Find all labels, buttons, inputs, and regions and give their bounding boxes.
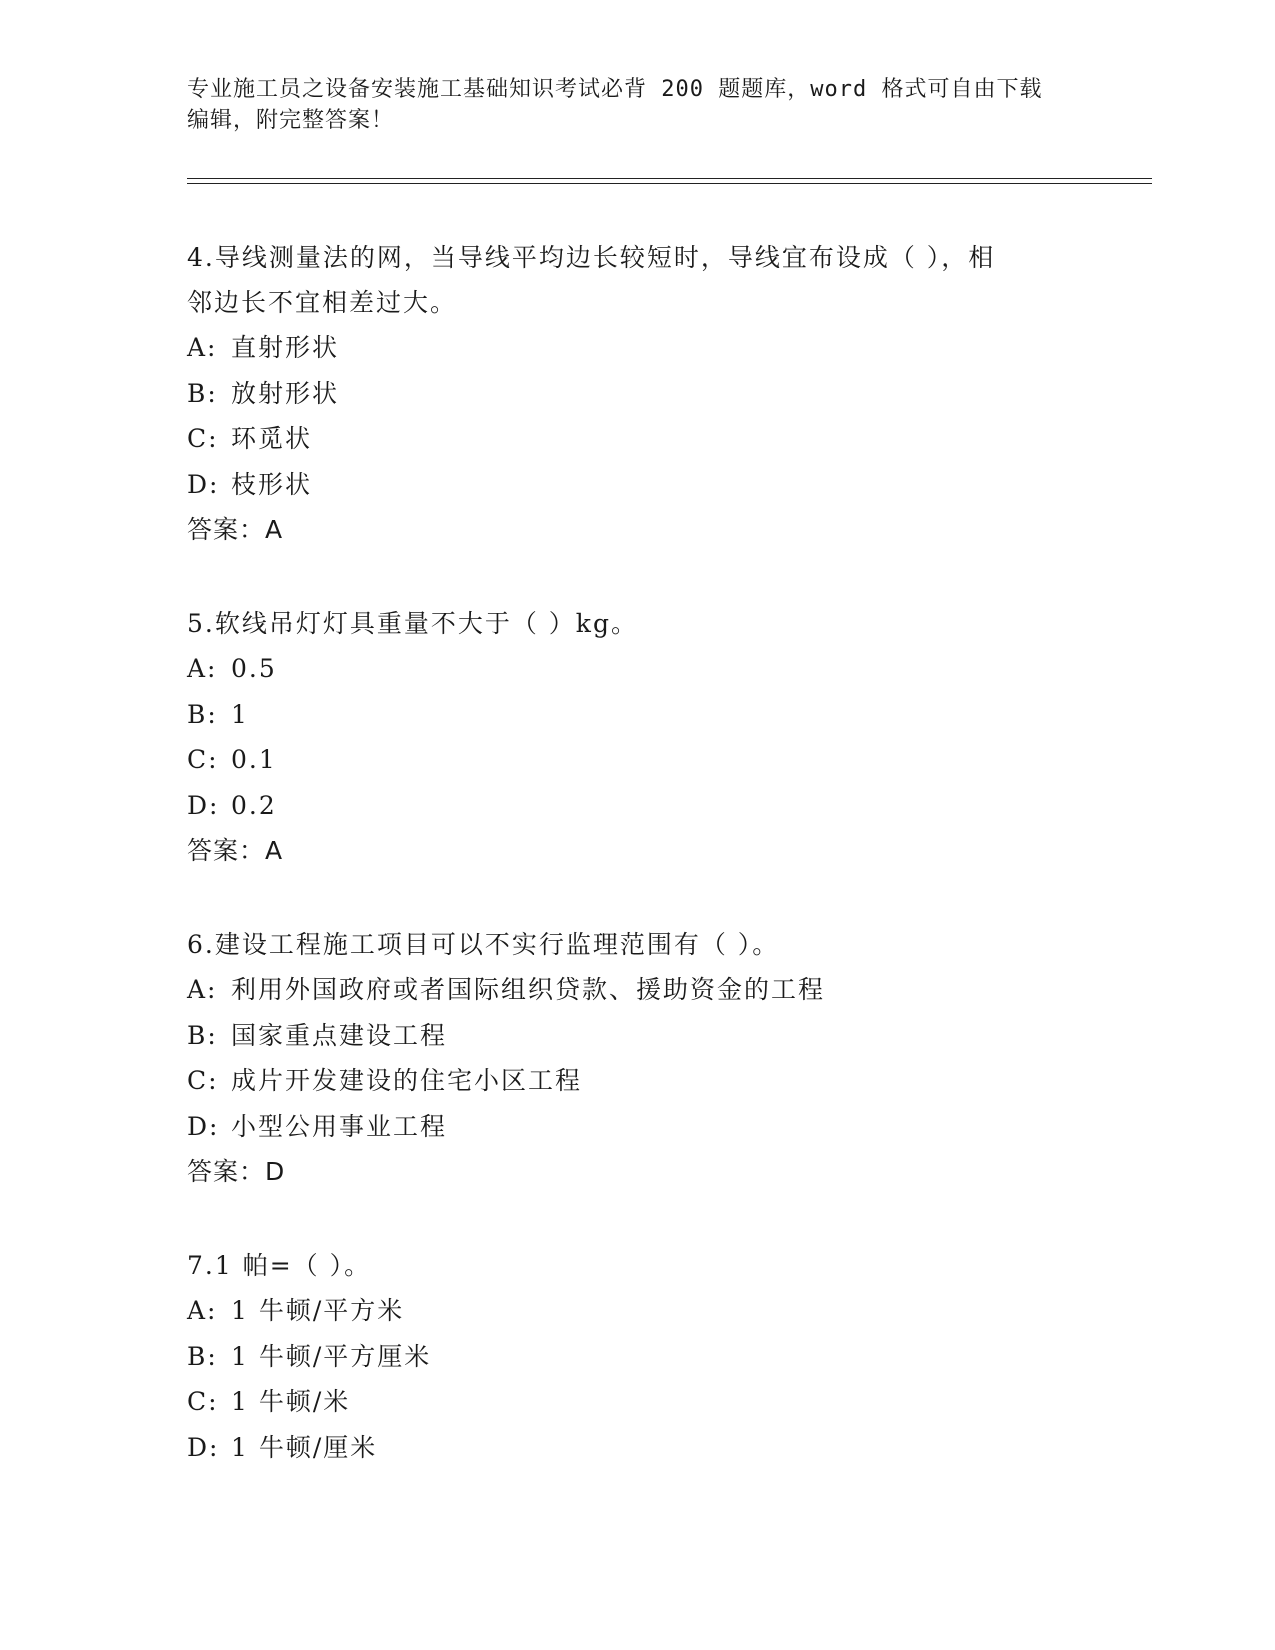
option-c: [187, 1379, 1087, 1425]
option-text: 成片开发建设的住宅小区工程: [231, 1066, 583, 1095]
option-label: D:: [187, 790, 220, 820]
option-label: B:: [187, 1341, 218, 1371]
option-d: [187, 1104, 1087, 1150]
question-list: [187, 235, 1087, 1518]
option-b: [187, 692, 1087, 738]
option-label: B:: [187, 378, 218, 408]
option-label: A:: [187, 1296, 218, 1325]
option-label: C:: [187, 1387, 219, 1416]
option-text: 0.5: [231, 654, 277, 683]
option-d: [187, 783, 1087, 829]
option-a: [187, 646, 1087, 692]
option-text: 1 牛顿/平方米: [231, 1296, 405, 1325]
header-line-1: 专业施工员之设备安装施工基础知识考试必背 200 题题库，word 格式可自由下载: [187, 77, 1043, 102]
option-text: 小型公用事业工程: [231, 1111, 448, 1141]
question-text: 5.软线吊灯灯具重量不大于（ ）kg。: [187, 609, 638, 638]
document-header: [187, 74, 1087, 136]
question-item: [187, 922, 1087, 1195]
question-text: 7.1 帕=（ ）。: [187, 1251, 372, 1280]
question-item: [187, 601, 1087, 874]
question-item: [187, 1243, 1087, 1470]
option-label: C:: [187, 1066, 219, 1095]
option-text: 利用外国政府或者国际组织贷款、援助资金的工程: [231, 975, 826, 1004]
option-text: 环觅状: [231, 424, 313, 453]
option-text: 枝形状: [231, 469, 313, 499]
option-a: [187, 325, 1087, 371]
answer-line: 答案：D: [187, 1157, 286, 1186]
option-a: [187, 967, 1087, 1013]
option-text: 0.1: [231, 745, 277, 774]
option-d: [187, 1425, 1087, 1471]
option-text: 0.2: [231, 790, 277, 820]
option-text: 1 牛顿/厘米: [231, 1432, 378, 1462]
option-c: [187, 416, 1087, 462]
option-b: [187, 1334, 1087, 1380]
option-label: D:: [187, 1111, 220, 1141]
option-c: [187, 737, 1087, 783]
option-label: C:: [187, 745, 219, 774]
option-b: [187, 371, 1087, 417]
option-text: 直射形状: [231, 333, 340, 362]
question-text: 4.导线测量法的网，当导线平均边长较短时，导线宜布设成（ ），相: [187, 243, 996, 272]
option-d: [187, 462, 1087, 508]
header-divider-top: [187, 178, 1152, 179]
option-text: 1: [231, 699, 249, 729]
option-label: A:: [187, 654, 218, 683]
question-text-continued: 邻边长不宜相差过大。: [187, 288, 458, 317]
option-text: 1 牛顿/米: [231, 1387, 351, 1416]
option-c: [187, 1058, 1087, 1104]
option-text: 1 牛顿/平方厘米: [231, 1341, 432, 1371]
answer-line: 答案：A: [187, 836, 284, 865]
option-label: D:: [187, 1432, 220, 1462]
question-text: 6.建设工程施工项目可以不实行监理范围有（ ）。: [187, 930, 780, 959]
option-a: [187, 1288, 1087, 1334]
question-item: [187, 235, 1087, 553]
option-label: A:: [187, 975, 218, 1004]
option-label: C:: [187, 424, 219, 453]
option-label: B:: [187, 1020, 218, 1050]
option-text: 国家重点建设工程: [231, 1020, 448, 1050]
header-line-2: 编辑，附完整答案！: [187, 108, 395, 133]
option-label: D:: [187, 469, 220, 499]
option-label: A:: [187, 333, 218, 362]
option-label: B:: [187, 699, 218, 729]
option-text: 放射形状: [231, 378, 340, 408]
option-b: [187, 1013, 1087, 1059]
header-divider-bottom: [187, 183, 1152, 184]
answer-line: 答案：A: [187, 515, 284, 544]
